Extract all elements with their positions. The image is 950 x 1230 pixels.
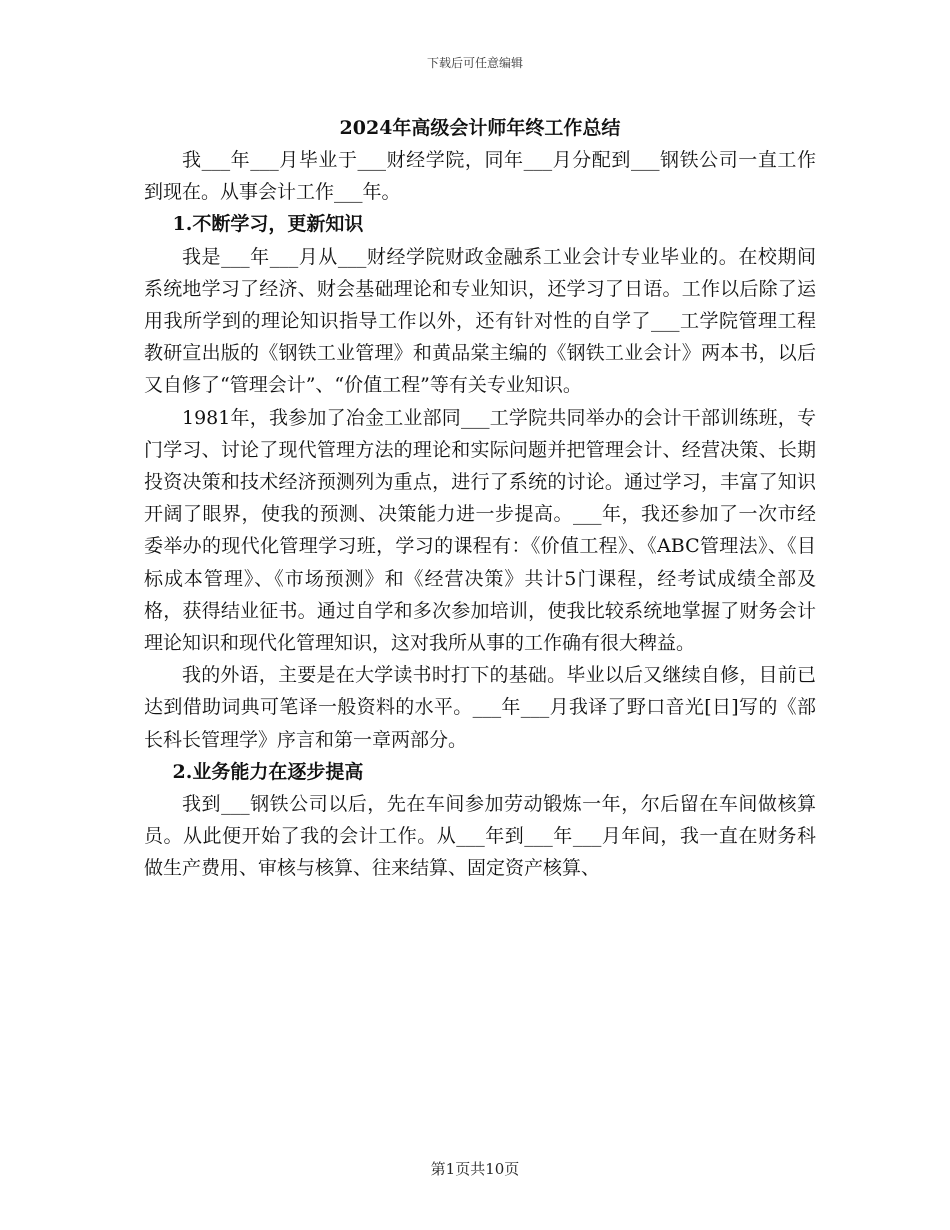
document-title: 2024年高级会计师年终工作总结 bbox=[339, 117, 621, 139]
page-number-footer: 第1页共10页 bbox=[430, 1160, 520, 1178]
section-2-heading: 2.业务能力在逐步提高 bbox=[172, 760, 364, 783]
document-body bbox=[144, 112, 816, 885]
section-1-paragraph-2: 1981年，我参加了冶金工业部同___工学院共同举办的会计干部训练班，专门学习、讨论了现代管理方法的理论和实际问题并把管理会计、经营决策、长期投资决策和技术经济预测列为重点，进行了系统的讨论。通过学习，丰富了知识开阔了眼界，使我的预测、决策能力进一步提高。___年，我还参加了一次市经委举办的现代化管理学习班，学习的课程有：《价值工程》、《ABC管理法》、《目标成本管理》、《市场预测》和《经营决策》共计5门课程，经考试成绩全部及格，获得结业征书。通过自学和多次参加培训，使我比较系统地掌握了财务会计理论知识和现代化管理知识，这对我所从事的工作确有很大稗益。 bbox=[144, 406, 816, 655]
section-1-paragraph-1: 我是___年___月从___财经学院财政金融系工业会计专业毕业的。在校期间系统地学习了经济、财会基础理论和专业知识，还学习了日语。工作以后除了运用我所学到的理论知识指导工作以外，还有针对性的自学了___工学院管理工程教研宣出版的《钢铁工业管理》和黄品棠主编的《钢铁工业会计》两本书，以后又自修了“管理会计”、“价值工程”等有关专业知识。 bbox=[144, 245, 816, 397]
section-1-paragraph-3: 我的外语，主要是在大学读书时打下的基础。毕业以后又继续自修，目前已达到借助词典可笔译一般资料的水平。___年___月我译了野口音光[日]写的《部长科长管理学》序言和第一章两部分。 bbox=[144, 664, 816, 751]
section-2-paragraph-1: 我到___钢铁公司以后，先在车间参加劳动锻炼一年，尔后留在车间做核算员。从此便开始了我的会计工作。从___年到___年___月年间，我一直在财务科做生产费用、审核与核算、往来结算、固定资产核算、 bbox=[144, 793, 816, 880]
page-header-note: 下载后可任意编辑 bbox=[426, 56, 523, 70]
section-1-heading: 1.不断学习，更新知识 bbox=[172, 213, 364, 236]
intro-paragraph: 我___年___月毕业于___财经学院，同年___月分配到___钢铁公司一直工作到现在。从事会计工作___年。 bbox=[144, 149, 816, 204]
